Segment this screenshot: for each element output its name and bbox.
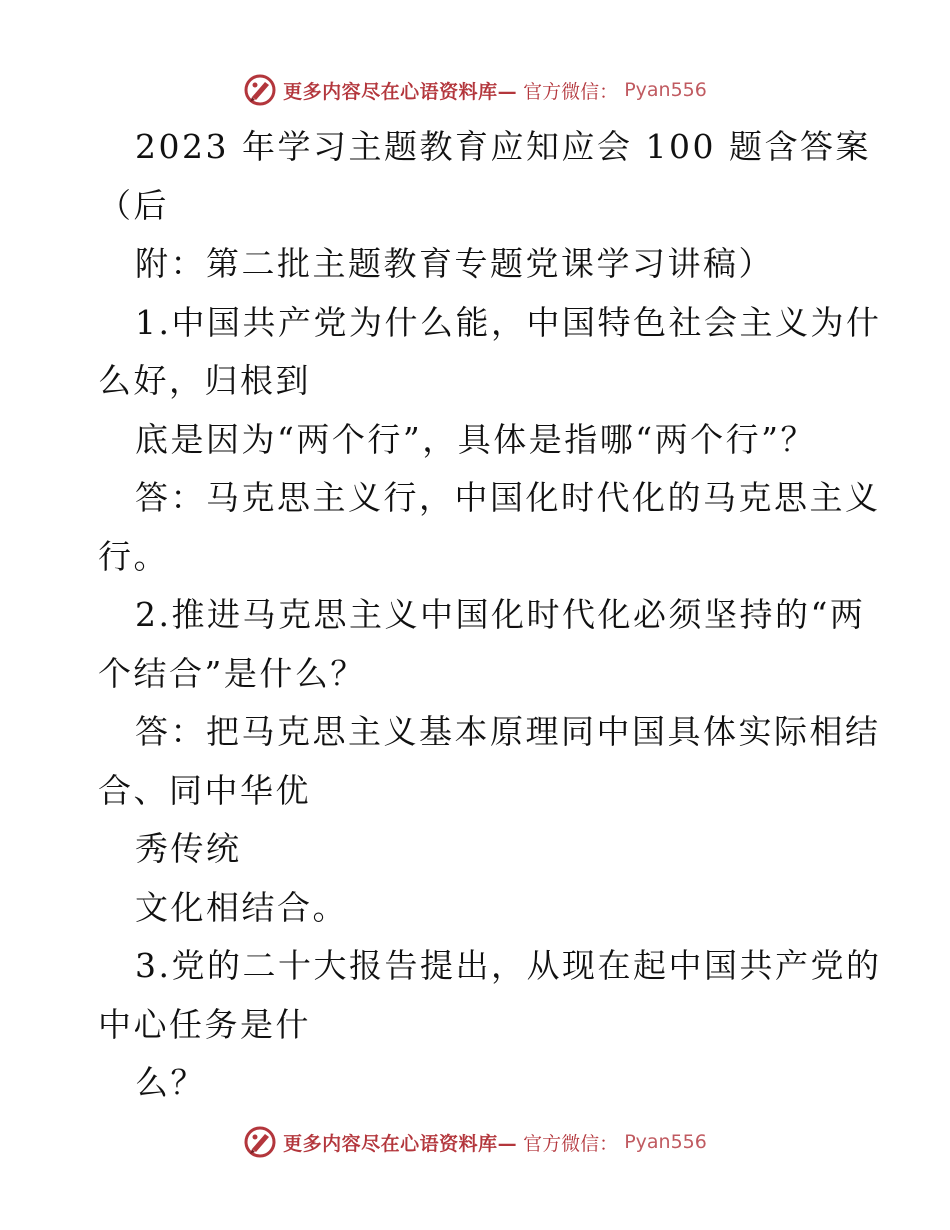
watermark-text: 更多内容尽在心语资料库— xyxy=(283,80,518,103)
wechat-id: Pyan556 xyxy=(624,1131,707,1153)
text-line: 底是因为“两个行”，具体是指哪“两个行”？ xyxy=(135,419,816,459)
pen-logo-icon xyxy=(243,1125,277,1159)
text-line: 文化相结合。 xyxy=(135,887,348,927)
watermark-text: 更多内容尽在心语资料库— xyxy=(283,1132,518,1155)
wechat-label: 官方微信： xyxy=(523,1132,619,1155)
text-line: 答：把马克思主义基本原理同中国具体实际相结 xyxy=(135,712,881,751)
pen-logo-icon xyxy=(243,73,277,107)
text-line: 秀传统 xyxy=(135,829,242,868)
text-line: 么？ xyxy=(135,1063,206,1102)
text-line: 2023 年学习主题教育应知应会 100 题含答案 xyxy=(135,127,871,166)
text-line: 合、同中华优 xyxy=(98,770,311,810)
text-line: 个结合”是什么？ xyxy=(98,653,366,693)
text-line: 2.推进马克思主义中国化时代化必须坚持的“两 xyxy=(135,595,866,634)
wechat-label: 官方微信： xyxy=(523,80,619,103)
text-line: （后 xyxy=(98,185,169,225)
document-body xyxy=(98,118,882,1113)
header-watermark xyxy=(0,70,950,110)
wechat-id: Pyan556 xyxy=(624,79,707,101)
text-line: 3.党的二十大报告提出，从现在起中国共产党的 xyxy=(135,946,882,985)
footer-watermark xyxy=(0,1122,950,1162)
text-line: 么好，归根到 xyxy=(98,361,311,400)
text-line: 附：第二批主题教育专题党课学习讲稿） xyxy=(135,244,774,283)
text-line: 行。 xyxy=(98,536,169,576)
text-line: 答：马克思主义行，中国化时代化的马克思主义 xyxy=(135,478,881,517)
text-line: 1.中国共产党为什么能，中国特色社会主义为什 xyxy=(135,302,882,342)
text-line: 中心任务是什 xyxy=(98,1004,311,1044)
